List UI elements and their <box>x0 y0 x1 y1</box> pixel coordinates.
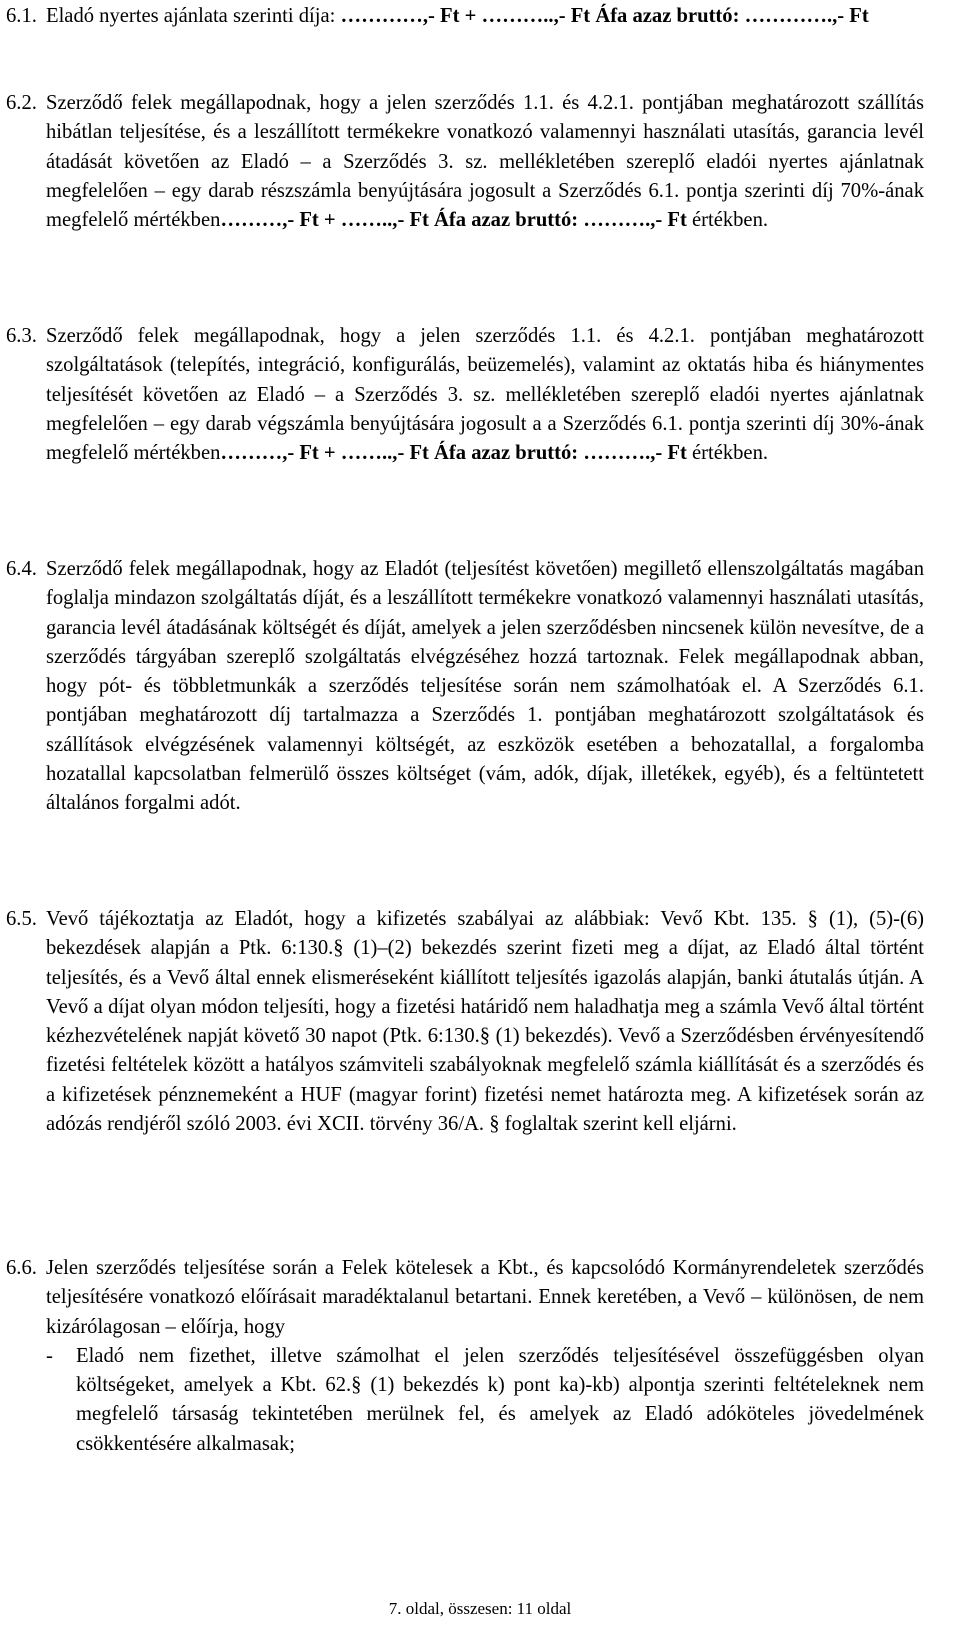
clause-text <box>46 2 924 31</box>
clause-number: 6.3. <box>6 325 37 347</box>
clause-text <box>46 89 924 235</box>
list-item <box>46 1342 924 1459</box>
price-placeholder: …………,- Ft + ………..,- Ft Áfa azaz bruttó: ………….,- Ft <box>340 5 869 27</box>
clause-text <box>46 322 924 468</box>
clause-text: Jelen szerződés teljesítése során a Felek kötelesek a Kbt., és kapcsolódó Kormányrendeletek szerződés teljesítésére vonatkozó előírásait maradéktalanul betartani. Ennek keretében, a Vevő – különösen, de nem kizárólagosan – előírja, hogy <box>46 1257 924 1338</box>
clause-6-3-tail: értékben. <box>686 442 769 465</box>
clause-6-5 <box>6 905 924 1139</box>
clause-6-3 <box>6 322 924 468</box>
list-item-text: Eladó nem fizethet, illetve számolhat el jelen szerződés teljesítésével összefüggésben olyan költségeket, amelyek a Kbt. 62.§ (1) bekezdés k) pont ka)-kb) alpontja szerinti feltételeknek nem megfelelő társaság tekintetében merülnek fel, és amelyek az Eladó adóköteles jövedelmének csökkentésére alkalmasak; <box>76 1344 924 1455</box>
clause-number: 6.6. <box>6 1257 37 1279</box>
clause-6-2-tail: értékben. <box>686 209 769 232</box>
clause-number: 6.4. <box>6 558 37 580</box>
clause-number: 6.5. <box>6 908 37 930</box>
clause-6-3-text: Szerződő felek megállapodnak, hogy a jelen szerződés 1.1. és 4.2.1. pontjában meghatározott szolgáltatások (telepítés, integráció, konfigurálás, beüzemelés), valamint az oktatás hiba és hiánymentes teljesítését követően az Eladó – a Szerződés 3. sz. mellékletében szereplő eladói nyertes ajánlatnak megfelelően – egy darab végszámla benyújtására jogosult a a Szerződés 6.1. pontja szerinti díj 30%-ának megfelelő mértékben <box>46 325 924 465</box>
clause-6-4 <box>6 555 924 819</box>
price-placeholder: ………,- Ft + ……..,- Ft Áfa azaz bruttó: ……….,- Ft <box>220 209 687 232</box>
clause-6-6 <box>6 1254 924 1459</box>
page-footer: 7. oldal, összesen: 11 oldal <box>388 1599 572 1618</box>
clause-6-2 <box>6 89 924 235</box>
list-dash: - <box>46 1344 53 1367</box>
clause-6-2-text: Szerződő felek megállapodnak, hogy a jelen szerződés 1.1. és 4.2.1. pontjában meghatározott szállítás hibátlan teljesítése, és a leszállított termékekre vonatkozó valamennyi használati utasítás, garancia levél átadását követően az Eladó – a Szerződés 3. sz. mellékletében szereplő eladói nyertes ajánlatnak megfelelően – egy darab részszámla benyújtására jogosult a Szerződés 6.1. pontja szerinti díj 70%-ának megfelelő mértékben <box>46 92 924 232</box>
clause-number: 6.2. <box>6 92 37 114</box>
clause-number: 6.1. <box>6 5 37 27</box>
price-placeholder: ………,- Ft + ……..,- Ft Áfa azaz bruttó: ……….,- Ft <box>220 442 687 465</box>
clause-6-1-text: Eladó nyertes ajánlata szerinti díja: <box>46 5 341 27</box>
clause-text: Szerződő felek megállapodnak, hogy az Eladót (teljesítést követően) megillető ellenszolgáltatás magában foglalja mindazon szolgáltatás díját, és a leszállított termékekre vonatkozó valamennyi használati utasítás, garancia levél átadásának költségét és díját, amelyek a jelen szerződésben nincsenek külön nevesítve, de a szerződés tárgyában szereplő szolgáltatás elvégzéséhez hozzá tartoznak. Felek megállapodnak abban, hogy pót- és többletmunkák a szerződés teljesítése során nem számolhatóak el. A Szerződés 6.1. pontjában meghatározott díj tartalmazza a Szerződés 1. pontjában meghatározott szolgáltatások és szállítások elvégzésének valamennyi költségét, az eszközök esetében a behozatallal, a forgalomba hozatallal kapcsolatban felmerülő összes költséget (vám, adók, díjak, illetékek, egyéb), és a feltüntetett általános forgalmi adót. <box>46 558 924 815</box>
clause-text: Vevő tájékoztatja az Eladót, hogy a kifizetés szabályai az alábbiak: Vevő Kbt. 135. § (1), (5)-(6) bekezdések alapján a Ptk. 6:130.§ (1)–(2) bekezdés szerint fizeti meg a díjat, az Eladó által történt teljesítés, és a Vevő által ennek elismeréseként kiállított teljesítés igazolás alapján, banki átutalás útján. A Vevő a díjat olyan módon teljesíti, hogy a fizetési határidő nem haladhatja meg a számla Vevő által történt kézhezvételének napját követő 30 napot (Ptk. 6:130.§ (1) bekezdés). Vevő a Szerződésben érvényesítendő fizetési feltételek között a hatályos számviteli szabályoknak megfelelő számla kiállítását és a szerződés és a kifizetések pénznemeként a HUF (magyar forint) fizetési nemet határozta meg. A kifizetések során az adózás rendjéről szóló 2003. évi XCII. törvény 36/A. § foglaltak szerint kell eljárni. <box>46 908 924 1136</box>
clause-6-1 <box>6 2 924 31</box>
